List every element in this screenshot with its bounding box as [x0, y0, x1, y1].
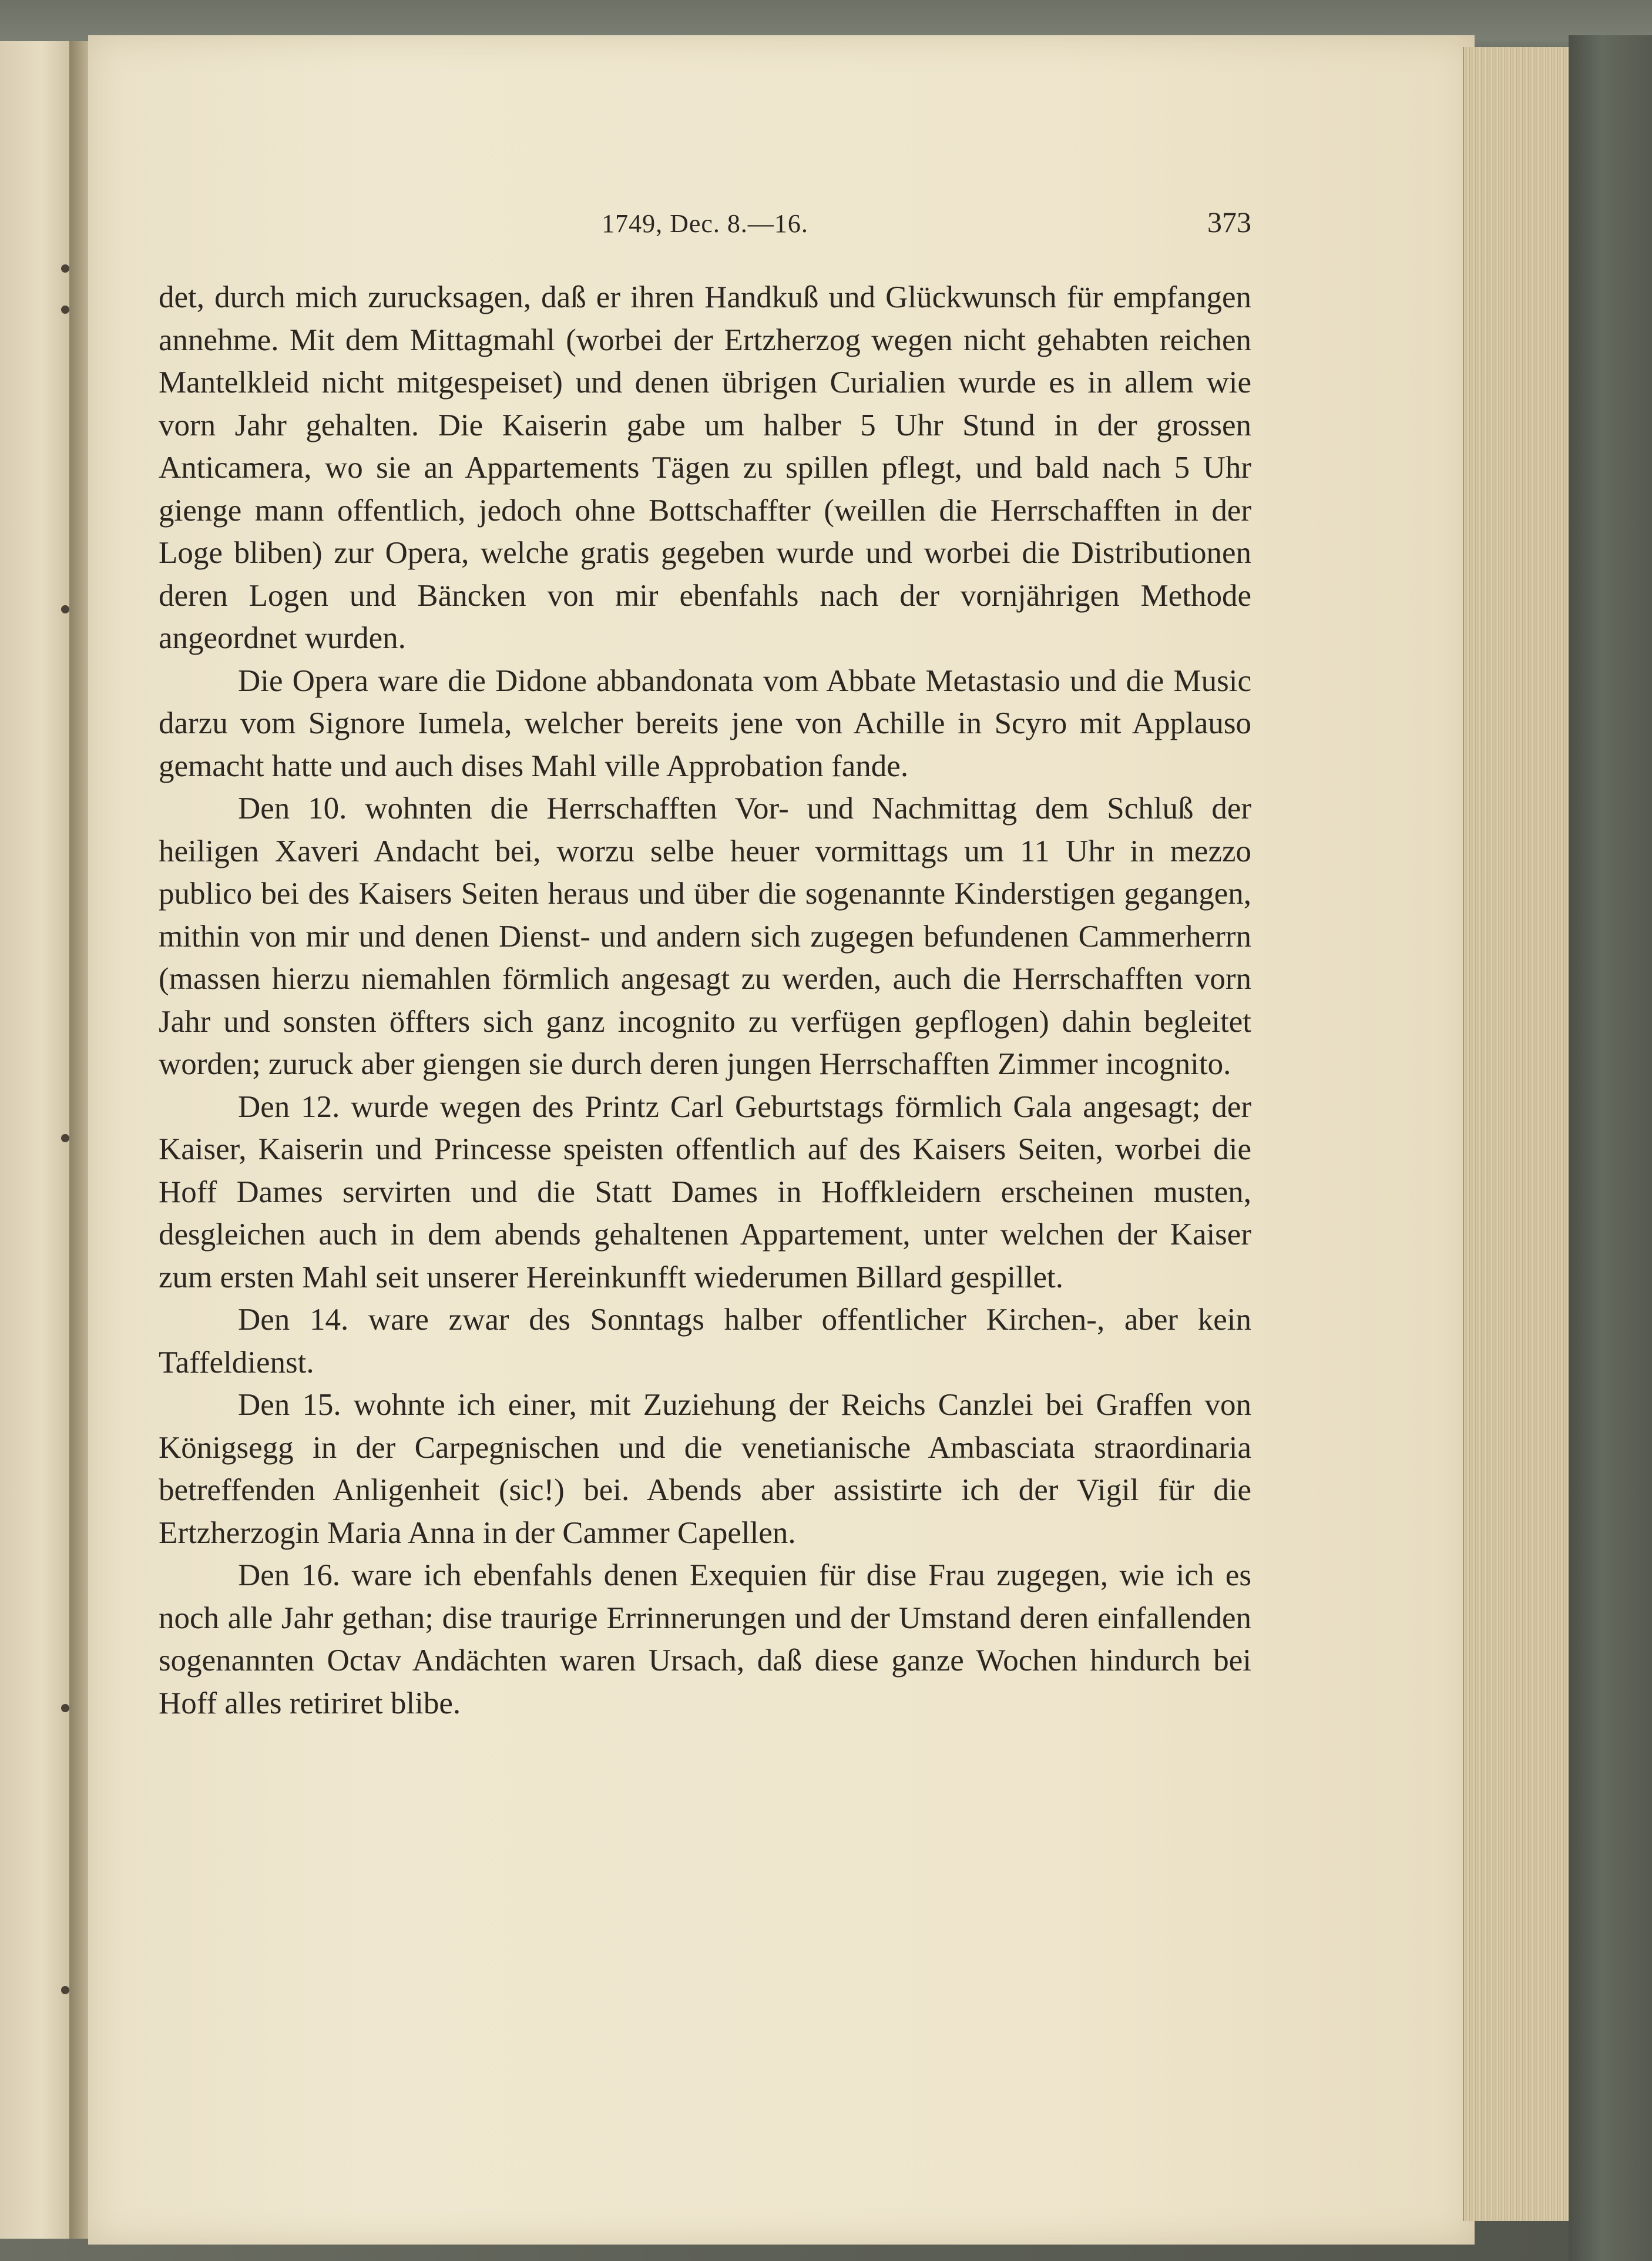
- binding-mark: [61, 306, 69, 314]
- paragraph-5: Den 14. ware zwar des Sonntags halber offentlicher Kirchen-, aber kein Taffeldienst.: [159, 1303, 1251, 1380]
- paragraph-4: Den 12. wurde wegen des Printz Carl Geburtstags förmlich Gala angesagt; der Kaiser, Kaiserin und Princesse speisten offentlich auf des Kaisers Seiten, worbei die Hoff Dames servirten und die Statt Dames in Hoffkleidern erscheinen musten, desgleichen auch in dem abends gehaltenen Appartement, unter welchen der Kaiser zum ersten Mahl seit unserer Hereinkunfft wiederumen Billard gespillet.: [159, 1089, 1251, 1294]
- page-fore-edge: [1463, 47, 1570, 2221]
- facing-page-left: [0, 41, 71, 2239]
- binding-mark: [61, 1704, 69, 1712]
- binding-mark: [61, 1134, 69, 1142]
- paragraph-2: Die Opera ware die Didone abbandonata vom Abbate Metastasio und die Music darzu vom Signore Iumela, welcher bereits jene von Achille in Scyro mit Applauso gemacht hatte und auch dises Mahl ville Approbation fande.: [159, 663, 1251, 783]
- binding-mark: [61, 1986, 69, 1994]
- running-head: [159, 206, 1251, 244]
- paragraph-3: Den 10. wohnten die Herrschafften Vor- und Nachmittag dem Schluß der heiligen Xaveri Andacht bei, worzu selbe heuer vormittags um 11 Uhr in mezzo publico bei des Kaisers Seiten heraus und über die sogenannte Kinderstigen gegangen, mithin von mir und denen Dienst- und andern sich zugegen befundenen Cammerherrn (massen hierzu niemahlen förmlich angesagt zu werden, auch die Herrschafften vorn Jahr und sonsten öffters sich ganz incognito zu verfügen gepflogen) dahin begleitet worden; zuruck aber giengen sie durch deren jungen Herrschafften Zimmer incognito.: [159, 791, 1251, 1081]
- body-text: [159, 276, 1251, 1725]
- running-head-title: 1749, Dec. 8.—16.: [602, 209, 808, 238]
- paragraph-7: Den 16. ware ich ebenfahls denen Exequien für dise Frau zugegen, wie ich es noch alle Jahr gethan; dise traurige Errinnerungen und der Umstand deren einfallenden sogenannten Octav Andächten waren Ursach, daß diese ganze Wochen hindurch bei Hoff alles retiriret blibe.: [159, 1558, 1251, 1720]
- paragraph-6: Den 15. wohnte ich einer, mit Zuziehung der Reichs Canzlei bei Graffen von Königsegg in der Carpegnischen und die venetianische Ambasciata straordinaria betreffenden Anligenheit (sic!) bei. Abends aber assistirte ich der Vigil für die Ertzherzogin Maria Anna in der Cammer Capellen.: [159, 1388, 1251, 1550]
- paragraph-1: det, durch mich zurucksagen, daß er ihren Handkuß und Glückwunsch für empfangen annehme. Mit dem Mittagmahl (worbei der Ertzherzog wegen nicht gehabten reichen Mantelkleid nicht mitgespeiset) und denen übrigen Curialien wurde es in allem wie vorn Jahr gehalten. Die Kaiserin gabe um halber 5 Uhr Stund in der grossen Anticamera, wo sie an Appartements Tägen zu spillen pflegt, und bald nach 5 Uhr gienge mann offentlich, jedoch ohne Bottschaffter (weillen die Herrschafften in der Loge bliben) zur Opera, welche gratis gegeben wurde und worbei die Distributionen deren Logen und Bäncken von mir ebenfahls nach der vornjährigen Methode angeordnet wurden.: [159, 280, 1251, 655]
- binding-mark: [61, 605, 69, 613]
- page-number: 373: [1207, 206, 1251, 239]
- binding-mark: [61, 264, 69, 273]
- book-cover-right: [1569, 35, 1652, 2261]
